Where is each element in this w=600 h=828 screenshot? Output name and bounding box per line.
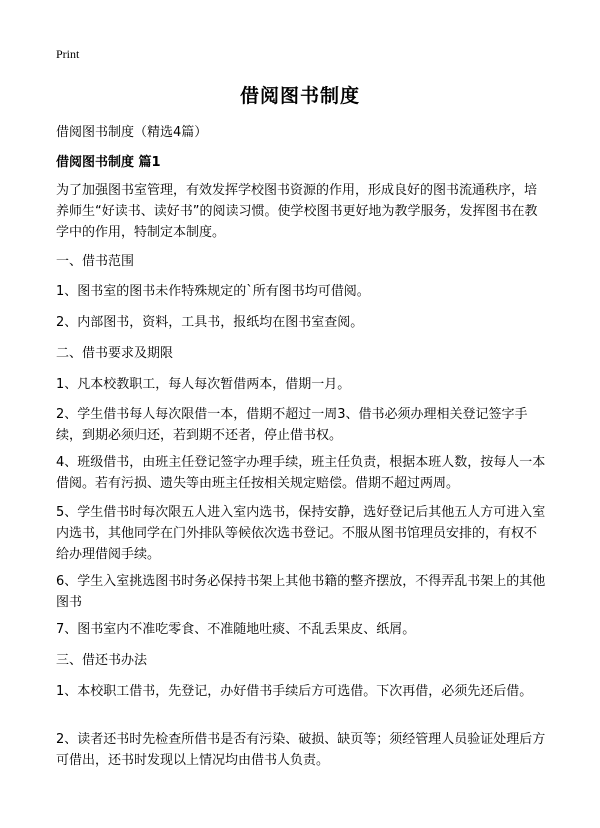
section-title: 借阅图书制度 篇1: [56, 155, 161, 170]
section1-item1: 1、图书室的图书未作特殊规定的`所有图书均可借阅。: [56, 284, 370, 299]
document-subtitle: 借阅图书制度（精选4篇）: [56, 125, 208, 140]
print-label: Print: [56, 47, 80, 61]
section3-item2: 2、读者还书时先检查所借书是否有污染、破损、缺页等；须经管理人员验证处理后方可借出，还书时发现以上情况均由借书人负责。: [56, 732, 546, 768]
section2-item4: 4、班级借书，由班主任登记签字办理手续，班主任负责，根据本班人数，按每人一本借阅。若有污损、遗失等由班主任按相关规定赔偿。借期不超过两周。: [56, 455, 546, 491]
section2-item2: 2、学生借书每人每次限借一本，借期不超过一周3、借书必须办理相关登记签字手续，到期必须归还，若到期不还者，停止借书权。: [56, 407, 528, 443]
section2-item1: 1、凡本校教职工，每人每次暂借两本，借期一月。: [56, 377, 351, 392]
section2-item7: 7、图书室内不准吃零食、不准随地吐痰、不乱丢果皮、纸屑。: [56, 622, 416, 637]
intro-paragraph: 为了加强图书室管理，有效发挥学校图书资源的作用，形成良好的图书流通秩序，培养师生“好读书、读好书”的阅读习惯。使学校图书更好地为教学服务，发挥图书在教学中的作用，特制定本制度。: [56, 183, 538, 240]
section2-heading: 二、借书要求及期限: [56, 346, 174, 361]
section2-item6: 6、学生入室挑选图书时务必保持书架上其他书籍的整齐摆放，不得弄乱书架上的其他图书: [56, 574, 546, 610]
section1-heading: 一、借书范围: [56, 254, 135, 269]
section3-item1: 1、本校职工借书，先登记，办好借书手续后方可选借。下次再借，必须先还后借。: [56, 684, 533, 699]
section1-item2: 2、内部图书，资料，工具书，报纸均在图书室查阅。: [56, 315, 364, 330]
section3-heading: 三、借还书办法: [56, 653, 148, 668]
document-title: 借阅图书制度: [239, 85, 360, 107]
section2-item5: 5、学生借书时每次限五人进入室内选书，保持安静，选好登记后其他五人方可进入室内选书，其他同学在门外排队等候依次选书登记。不服从图书馆理员安排的，有权不给办理借阅手续。: [56, 505, 546, 562]
